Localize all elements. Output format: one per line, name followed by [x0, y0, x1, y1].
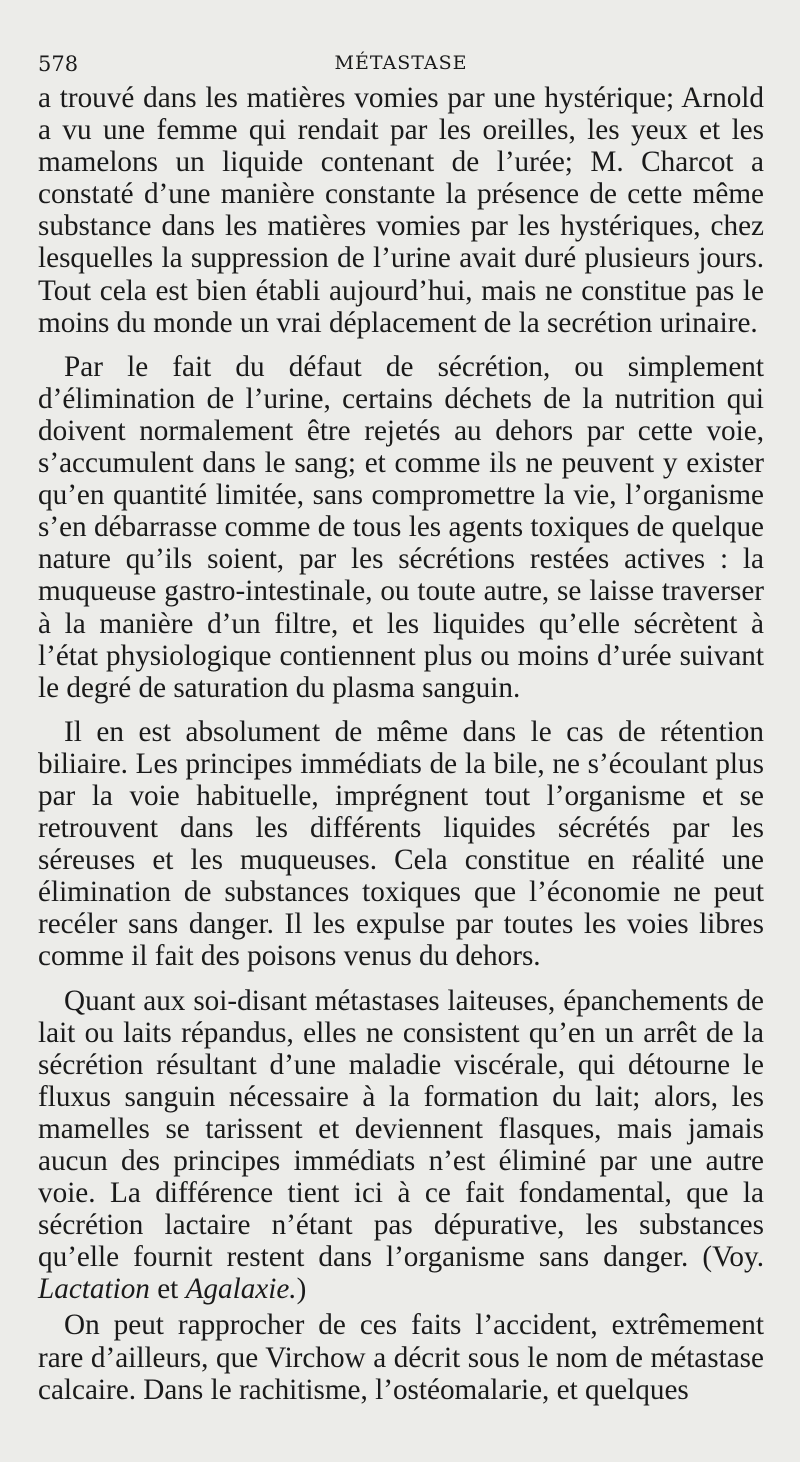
paragraph-3: Il en est absolument de même dans le cas de rétention biliaire. Les principes immédiats de la bile, ne s’écoulant plus par la voie habituelle, imprégnent tout l’organisme et se retrouvent dans les différents liquides sécrétés par les séreuses et les muqueuses. Cela constitue en réalité une élimination de substances toxiques que l’économie ne peut recéler sans danger. Il les expulse par toutes les voies libres comme il fait des poisons venus du dehors. — [38, 715, 764, 973]
cross-reference-agalaxie: Agalaxie. — [185, 1273, 297, 1306]
page-number: 578 — [38, 52, 79, 76]
paragraph-2: Par le fait du défaut de sécrétion, ou simplement d’élimination de l’urine, certains déchets de la nutrition qui doivent normalement être rejetés au dehors par cette voie, s’accumulent dans le sang; et comme ils ne peuvent y exister qu’en quantité limitée, sans compromettre la vie, l’organisme s’en débarrasse comme de tous les agents toxiques de quelque nature qu’ils soient, par les sécrétions restées actives : la muqueuse gastro-intestinale, ou toute autre, se laisse traverser à la manière d’un filtre, et les liquides qu’elle sécrètent à l’état physiologique contiennent plus ou moins d’urée suivant le degré de saturation du plasma sanguin. — [38, 350, 764, 704]
body-text — [38, 82, 764, 1406]
page-header — [38, 46, 764, 82]
paragraph-4-close: ) — [296, 1273, 307, 1306]
paragraph-4-conjunction: et — [149, 1273, 186, 1306]
paragraph-5: On peut rapprocher de ces faits l’accident, extrêmement rare d’ailleurs, que Virchow a décrit sous le nom de métastase calcaire. Dans le rachitisme, l’ostéomalarie, et quelques — [38, 1309, 764, 1406]
running-head: MÉTASTASE — [334, 52, 468, 74]
paragraph-4 — [38, 985, 764, 1306]
paragraph-1: a trouvé dans les matières vomies par une hystérique; Arnold a vu une femme qui rendait par les oreilles, les yeux et les mamelons un liquide contenant de l’urée; M. Charcot a constaté d’une manière constante la présence de cette même substance dans les matières vomies par les hystériques, chez lesquelles la suppression de l’urine avait duré plusieurs jours. Tout cela est bien établi aujourd’hui, mais ne constitue pas le moins du monde un vrai déplacement de la secrétion urinaire. — [38, 82, 764, 339]
paragraph-4-text: Quant aux soi-disant métastases laiteuses, épanchements de lait ou laits répandus, elles ne consistent qu’en un arrêt de la sécrétion résultant d’une maladie viscérale, qui détourne le fluxus sanguin nécessaire à la formation du lait; alors, les mamelles se tarissent et deviennent flasques, mais jamais aucun des principes immédiats n’est éliminé par une autre voie. La différence tient ici à ce fait fondamental, que la sécrétion lactaire n’étant pas dépurative, les substances qu’elle fournit restent dans l’organisme sans danger. (Voy. — [38, 984, 764, 1274]
cross-reference-lactation: Lactation — [38, 1273, 150, 1306]
